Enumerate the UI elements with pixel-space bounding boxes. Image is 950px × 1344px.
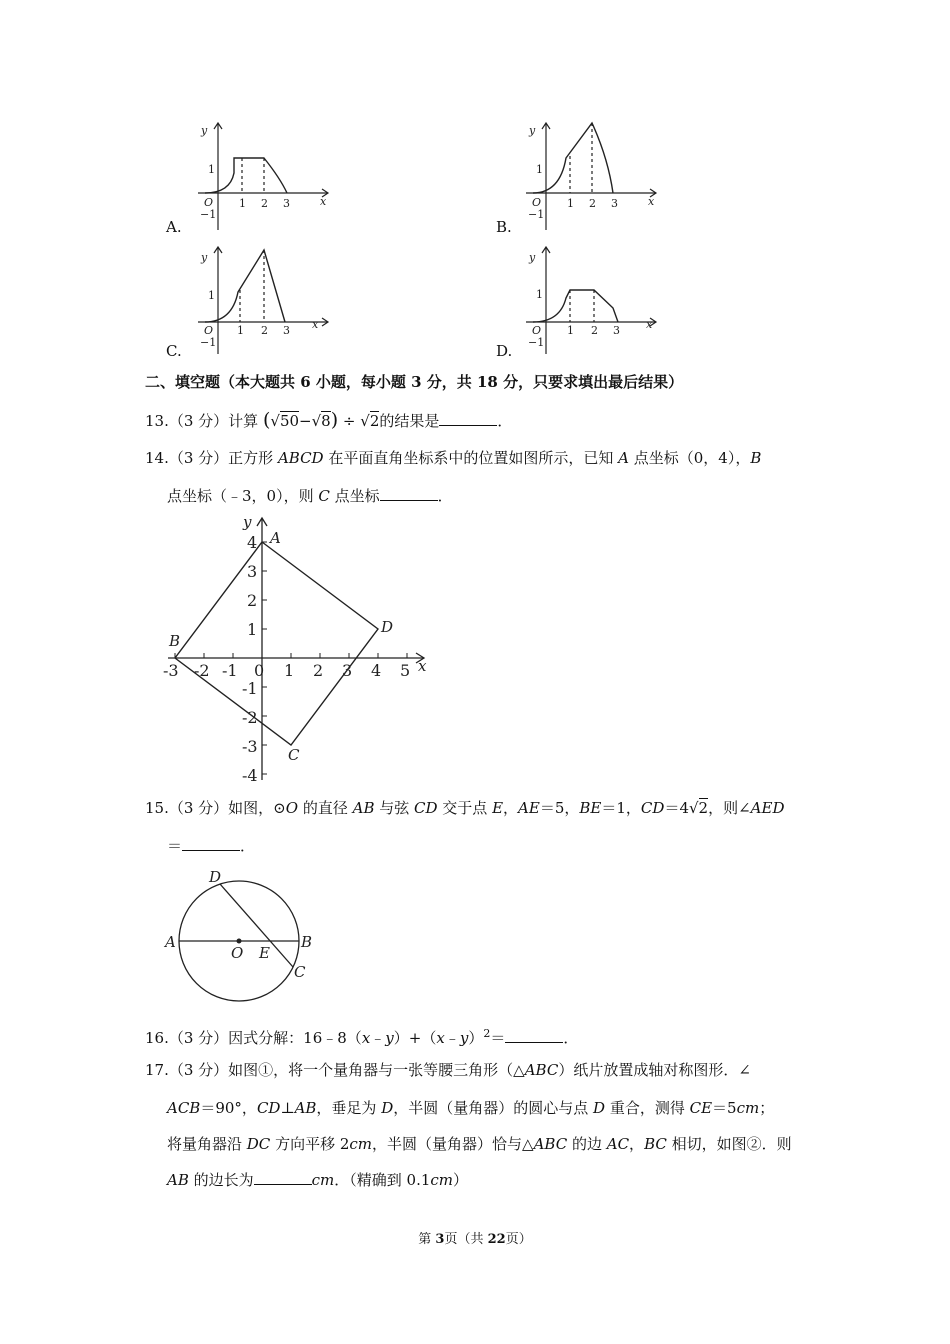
x-tick: 3 [283,197,290,210]
q17-var: AB [167,1171,189,1189]
x-tick: 3 [342,661,353,680]
q16-var: x [436,1029,445,1047]
y-tick: -2 [242,708,258,727]
question-17-line-4 [167,1170,468,1190]
q17-text: 的边长为 [188,1171,254,1189]
center-dot [237,939,242,944]
q17-var: ABC [533,1135,568,1153]
q16-text: 16.（3 分）因式分解：16﹣8（ [145,1029,362,1047]
q17-abc: ABC [524,1061,559,1079]
q17-text: 相切，如图②．则 [666,1135,792,1153]
question-17-line-2 [167,1098,774,1118]
x-tick: 3 [611,197,618,210]
x-tick: 2 [261,197,268,210]
q17-var: BC [644,1135,667,1153]
q13-radicand-b: 8 [321,412,331,430]
q15-aed: AED [750,799,785,817]
q15-ab: AB [352,799,375,817]
q15-text: ，则∠ [708,799,751,817]
q16-text: ﹣ [444,1029,460,1047]
q15-circle-figure [160,866,320,1006]
x-tick: 1 [567,324,574,337]
q14-answer-blank[interactable] [380,486,438,501]
q17-var: D [381,1099,394,1117]
q17-text: 将量角器沿 [167,1135,247,1153]
option-d-graph [518,242,668,357]
q14-abcd: ABCD [277,449,324,467]
option-b-graph [518,118,668,233]
q15-radicand: 2 [698,799,709,817]
q14-b: B [750,449,762,467]
point-c-label: C [288,746,300,764]
y-tick: 1 [536,163,543,176]
q15-text: 交于点 [437,799,493,817]
q14-a: A [618,449,629,467]
q15-o: O [285,799,299,817]
origin-label: O [204,324,214,337]
x-tick: 2 [313,661,324,680]
x-tick: 2 [261,324,268,337]
q14-text: 点坐标（0，4）， [628,449,751,467]
y-tick: 2 [247,591,258,610]
q14-text: 点坐标（﹣3，0），则 [167,487,319,505]
q17-text: ，半圆（量角器）恰与△ [372,1135,534,1153]
q17-var: D [593,1099,606,1117]
q13-radicand-c: 2 [369,412,380,430]
q16-text: ＝ [490,1029,506,1047]
footer-text: 页（共 [444,1232,488,1247]
x-tick: 3 [283,324,290,337]
q16-text: ）+（ [393,1029,437,1047]
x-tick: 1 [567,197,574,210]
page-footer [0,1228,950,1247]
q17-text: ＝5 [712,1099,737,1117]
point-b-label: B [301,933,313,951]
point-o-label: O [231,944,244,962]
q17-unit: cm [349,1135,373,1153]
q13-tail: 的结果是 [379,412,440,430]
origin-label: O [204,196,214,209]
x-tick: 3 [613,324,620,337]
question-14-line-2: 点坐标（﹣3，0），则 C 点坐标 ． [167,487,453,505]
x-tick: 1 [284,661,295,680]
section-title: 二、填空题（本大题共 6 小题，每小题 3 分，共 18 分，只要求填出最后结果） [145,373,684,391]
square-abcd [175,542,378,745]
x-label: x [648,195,655,208]
q17-unit: cm [430,1171,454,1189]
q15-text: ＝5， [539,799,580,817]
y-label: y [201,124,208,137]
y-label: y [201,251,208,264]
q16-exponent: 2 [483,1027,491,1040]
option-c-graph [190,242,340,357]
origin-label: O [532,324,542,337]
q15-text: ， [503,799,519,817]
q15-be: BE [579,799,602,817]
y-tick: 1 [536,288,543,301]
q17-text: ， [629,1135,645,1153]
option-a-graph [190,118,340,233]
y-tick: −1 [200,336,217,349]
q17-var: CD [256,1099,281,1117]
question-15-line-2: ＝ ． [167,837,256,855]
q14-text: 点坐标 [329,487,380,505]
q13-lead: 13.（3 分）计算 [145,412,259,430]
point-d-label: D [381,618,394,636]
q17-var: CE [689,1099,713,1117]
x-tick: 1 [239,197,246,210]
point-c-label: C [294,963,306,981]
q15-text: ＝1， [601,799,641,817]
y-tick: 1 [247,620,258,639]
x-tick: 0 [254,661,265,680]
y-axis-label: y [243,513,252,531]
q17-unit: cm [311,1171,335,1189]
q17-text: ，垂足为 [316,1099,382,1117]
q16-var: y [385,1029,394,1047]
x-label: x [320,195,327,208]
q15-cd: CD [640,799,665,817]
q16-text: ﹣ [370,1029,386,1047]
q15-text: ＝ [167,837,183,855]
y-tick: 3 [247,562,258,581]
point-d-label: D [209,868,222,886]
y-tick: −1 [528,336,545,349]
q17-text: 17.（3 分）如图①，将一个量角器与一张等腰三角形（△ [145,1061,525,1079]
y-tick: 1 [208,289,215,302]
q14-coordinate-figure [160,510,440,790]
origin-label: O [532,196,542,209]
q17-text: 重合，测得 [605,1099,690,1117]
point-a-label: A [270,529,281,547]
q15-answer-blank[interactable] [182,836,240,851]
q14-c: C [318,487,330,505]
y-tick: -4 [242,766,258,785]
q16-text: ） [468,1029,484,1047]
option-b-label[interactable]: B. [496,218,512,236]
x-tick: -3 [163,661,179,680]
x-tick: -2 [194,661,210,680]
q15-text: 的直径 [298,799,353,817]
q17-answer-blank[interactable] [254,1170,312,1185]
q16-var: y [459,1029,469,1047]
x-tick: 2 [589,197,596,210]
point-a-label: A [165,933,176,951]
y-tick: -3 [242,737,258,756]
q15-cd: CD [414,799,438,817]
question-15-line-1: 15.（3 分）如图，⊙O 的直径 AB 与弦 CD 交于点 E，AE＝5，BE＝1，CD＝4√2，则∠AED [145,799,785,817]
q16-var: x [361,1029,371,1047]
x-tick: 4 [371,661,382,680]
y-tick: -1 [242,679,258,698]
y-tick: 1 [208,163,215,176]
x-tick: 1 [237,324,244,337]
x-tick: 5 [400,661,411,680]
q15-ae: AE [518,799,540,817]
point-e-label: E [259,944,270,962]
y-tick: −1 [528,208,545,221]
q14-text: 14.（3 分）正方形 [145,449,278,467]
question-14-line-1 [145,448,761,468]
q17-text: ⊥ [280,1099,295,1117]
y-tick: 4 [247,533,258,552]
q17-unit: cm [736,1099,760,1117]
q15-text: 与弦 [374,799,415,817]
q17-text: ，半圆（量角器）的圆心与点 [393,1099,594,1117]
q17-var: AC [606,1135,630,1153]
page-total: 22 [487,1232,506,1247]
point-b-label: B [169,632,181,650]
page-number: 3 [435,1232,445,1247]
q15-text: ＝4 [664,799,689,817]
q17-var: DC [246,1135,271,1153]
q17-text: ．（精确到 0.1 [334,1171,431,1189]
option-c-label[interactable]: C. [166,342,182,360]
q17-text: 方向平移 2 [270,1135,350,1153]
q17-text: ； [759,1099,775,1117]
x-tick: -1 [222,661,238,680]
q17-text: 的边 [567,1135,607,1153]
option-d-label[interactable]: D. [496,342,513,360]
q17-var: AB [294,1099,317,1117]
question-16: 16.（3 分）因式分解：16﹣8（x﹣y）+（x﹣y）$^2$＝ ． [145,1027,579,1047]
question-17-line-3 [167,1134,792,1154]
x-label: x [312,318,319,331]
q13-radicand-a: 50 [279,412,300,430]
q15-text: 15.（3 分）如图，⊙ [145,799,286,817]
q17-text: ）纸片放置成轴对称图形．∠ [558,1061,751,1079]
q17-var: ACB [167,1099,201,1117]
q15-e: E [492,799,504,817]
footer-text: 第 [418,1232,436,1247]
footer-text: 页） [505,1232,532,1247]
y-label: y [529,251,536,264]
x-tick: 2 [591,324,598,337]
x-label: x [646,318,653,331]
q17-text: ） [453,1171,469,1189]
question-17-line-1 [145,1060,751,1080]
option-a-label[interactable]: A. [166,218,182,236]
q14-text: 在平面直角坐标系中的位置如图所示，已知 [323,449,619,467]
y-label: y [529,124,536,137]
q17-text: ＝90°， [200,1099,257,1117]
y-tick: −1 [200,208,217,221]
q13-answer-blank[interactable] [439,411,497,426]
q16-answer-blank[interactable] [505,1028,563,1043]
question-13: 13.（3 分）计算 (√50−√8) ÷ √2的结果是 ． [145,409,513,431]
x-axis-label: x [418,657,427,675]
